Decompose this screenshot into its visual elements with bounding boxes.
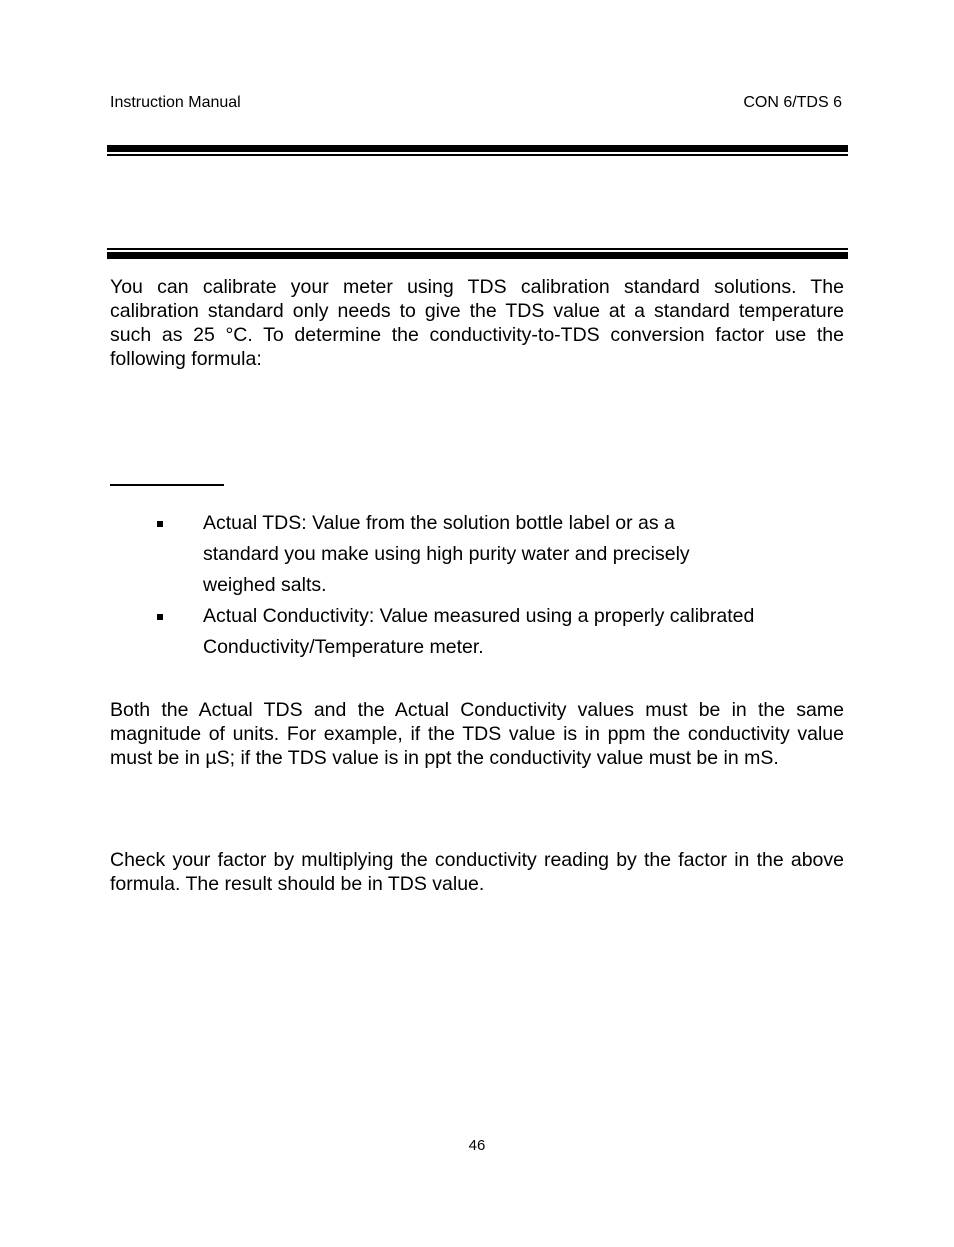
header-rule-thick	[107, 145, 848, 152]
page-number: 46	[468, 1137, 486, 1154]
list-item-text: Actual Conductivity: Value measured using a properly calibrated Conductivity/Temperature meter.	[203, 605, 755, 658]
bullet-square-icon	[157, 521, 163, 527]
list-item	[155, 601, 755, 663]
list-item	[155, 508, 755, 601]
header-right-text: CON 6/TDS 6	[743, 94, 842, 111]
check-paragraph: Check your factor by multiplying the conductivity reading by the factor in the above formula. The result should be in TDS value.	[110, 849, 844, 895]
section-rule-thick	[107, 252, 848, 259]
definition-list	[155, 508, 755, 663]
intro-paragraph: You can calibrate your meter using TDS calibration standard solutions. The calibration standard only needs to give the TDS value at a standard temperature such as 25 °C. To determine the conductivity-to-TDS conversion factor use the following formula:	[110, 276, 844, 370]
header-rule-thin	[107, 154, 848, 156]
header-left-text: Instruction Manual	[110, 94, 241, 111]
units-paragraph: Both the Actual TDS and the Actual Conductivity values must be in the same magnitude of units. For example, if the TDS value is in ppm the conductivity value must be in µS; if the TDS value is in ppt the conductivity value must be in mS.	[110, 699, 844, 769]
formula-underline	[110, 484, 224, 486]
list-item-text: Actual TDS: Value from the solution bottle label or as a standard you make using high purity water and precisely weighed salts.	[203, 512, 690, 596]
section-rule-thin	[107, 248, 848, 250]
bullet-square-icon	[157, 614, 163, 620]
